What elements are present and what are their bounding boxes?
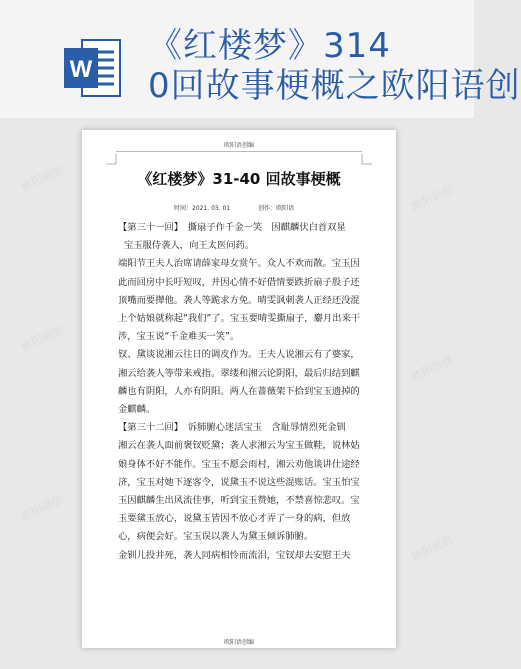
banner: [0, 0, 521, 118]
banner-title-line2: 0回故事梗概之欧阳语创: [148, 66, 521, 106]
paragraph: 【第三十二回】 诉肺腑心迷活宝玉 含耻辱情烈死金钏: [118, 422, 346, 434]
watermark-text: 欧阳语创: [19, 323, 65, 354]
watermark-text: 欧阳语创: [409, 533, 455, 564]
paragraph: 端阳节王夫人治席请薛家母女赏午。众人不欢而散。宝玉因此而回房中长吁短叹，并因心情不好借情要跌折扇子股子还顶嘴而要撵他。袭人等跪求方免。晴雯讽刺袭人正经还没混上个姑娘就称起“我们”了。宝玉要晴雯撕扇子，麝月出来干涉，宝玉说“千金难买一笑”。: [118, 258, 361, 343]
document-body: [118, 219, 366, 565]
document-page: [82, 130, 396, 648]
document-meta: [174, 203, 320, 212]
banner-title-line1: 《红楼梦》314: [148, 26, 391, 66]
paragraph: 宝玉服侍袭人，向王太医问药。: [124, 240, 255, 252]
page-header: 欧阳语创编: [223, 142, 254, 149]
document-title: 《红楼梦》31-40 回故事梗概: [137, 170, 341, 188]
corner-mark: [362, 154, 372, 164]
banner-title: [148, 26, 521, 106]
word-icon-letter: W: [69, 56, 93, 83]
paragraph: 湘云在袭人面前褒钗贬黛；袭人求湘云为宝玉做鞋，说林姑娘身体不好不能作。宝玉不愿会雨村，湘云劝他谈讲仕途经济，宝玉对她下逐客令，说黛玉不说这些混账话。宝玉怕宝玉因麒麟生出风流佳事，听到宝玉赞她，不禁喜惊悲叹。宝玉要黛玉放心，说黛玉皆因不放心才弄了一身的病，但放心，病便会好。宝玉误以袭人为黛玉倾诉肺腑。: [118, 440, 360, 543]
page-footer: 欧阳语创编: [223, 639, 254, 646]
word-document-icon: [64, 36, 122, 100]
corner-mark: [106, 154, 116, 164]
header-divider: [116, 151, 362, 152]
watermark-text: 欧阳语创: [19, 493, 65, 524]
creator-label: 创作：欧阳语: [258, 205, 295, 212]
paragraph: 金钏儿投井死，袭人同病相怜而流泪，宝钗却去安慰王夫: [118, 549, 351, 561]
watermark-text: 欧阳语创: [409, 353, 455, 384]
watermark-text: 欧阳语创: [409, 183, 455, 214]
paragraph: 【第三十一回】 撕扇子作千金一笑 因麒麟伏白首双星: [118, 222, 346, 233]
time-label: 时间：2021. 03. 01: [174, 205, 231, 212]
paragraph: 钗、黛谈说湘云往日的调皮作为。王夫人说湘云有了婆家，湘云给袭人等带来戒指。翠缕和湘云论阴阳，最后归结到麒麟也有阴阳，人亦有阴阳。两人在蔷薇架下拾到宝玉遗掉的金麒麟。: [118, 349, 360, 416]
watermark-text: 欧阳语创: [19, 163, 65, 194]
